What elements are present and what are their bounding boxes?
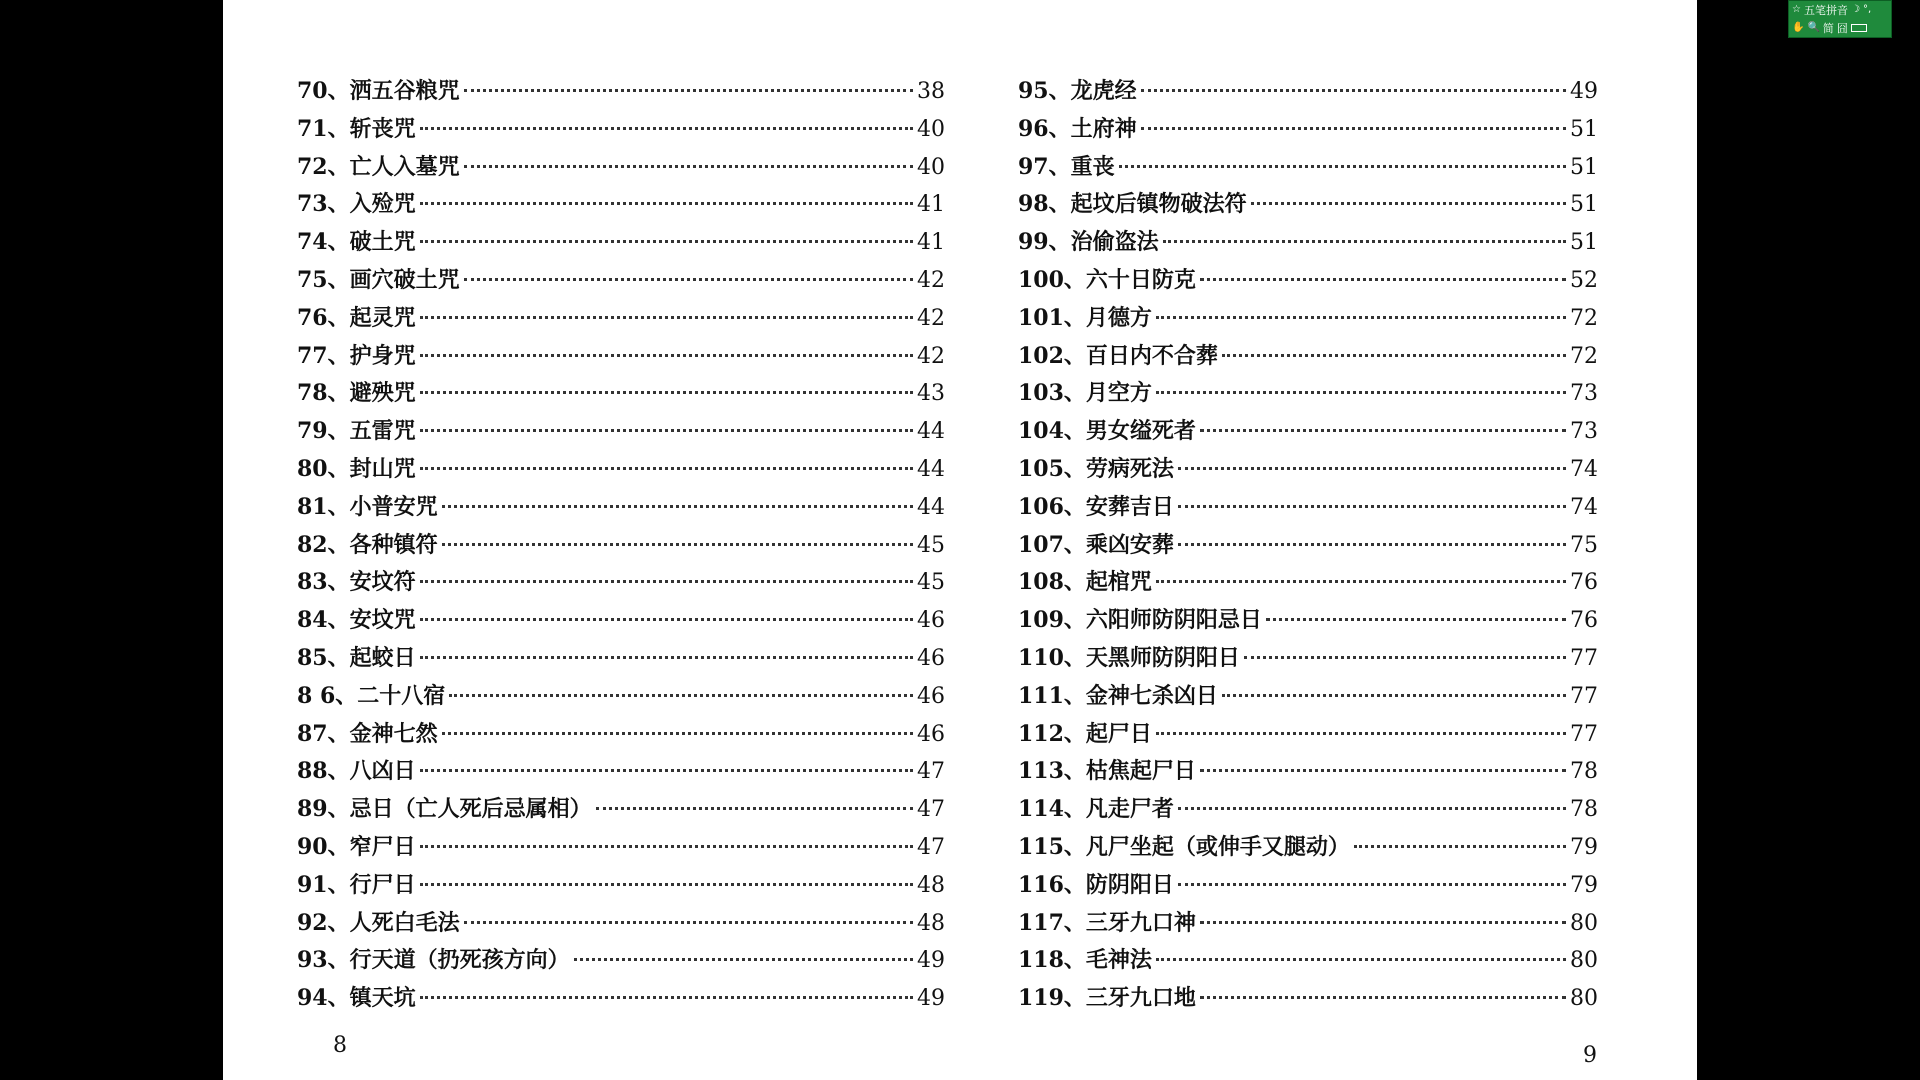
toc-entry bbox=[297, 74, 945, 112]
toc-entry-page: 75 bbox=[1570, 532, 1598, 558]
toc-dot-leader bbox=[442, 505, 913, 508]
toc-entry-title: 72、亡人入墓咒 bbox=[297, 153, 460, 180]
toc-entry bbox=[1018, 339, 1598, 377]
toc-dot-leader bbox=[442, 732, 913, 735]
toc-entry bbox=[1018, 679, 1598, 717]
toc-left-column bbox=[297, 74, 945, 1019]
toc-entry-title: 77、护身咒 bbox=[297, 342, 416, 369]
search-icon[interactable]: 🔍 bbox=[1807, 22, 1820, 33]
toc-entry-title: 70、洒五谷粮咒 bbox=[297, 78, 460, 104]
toc-entry bbox=[1018, 301, 1598, 339]
toc-entry bbox=[297, 906, 945, 944]
toc-entry-page: 72 bbox=[1570, 343, 1598, 369]
toc-entry-title: 101、月德方 bbox=[1018, 304, 1152, 331]
toc-dot-leader bbox=[1163, 240, 1566, 243]
toc-entry-page: 41 bbox=[917, 192, 945, 218]
toc-entry bbox=[1018, 754, 1598, 792]
punctuation-icon[interactable]: °, bbox=[1862, 4, 1872, 15]
toc-dot-leader bbox=[1156, 391, 1566, 394]
toc-entry bbox=[1018, 641, 1598, 679]
toc-entry bbox=[1018, 981, 1598, 1019]
toc-entry bbox=[297, 981, 945, 1019]
toc-entry-page: 78 bbox=[1570, 759, 1598, 785]
toc-dot-leader bbox=[420, 883, 913, 886]
toc-entry-title: 114、凡走尸者 bbox=[1018, 796, 1174, 823]
toc-dot-leader bbox=[420, 580, 913, 583]
toc-entry-page: 51 bbox=[1570, 116, 1598, 142]
toc-entry-page: 49 bbox=[917, 986, 945, 1012]
toc-entry bbox=[297, 679, 945, 717]
ime-mode-label[interactable]: 五笔拼音 bbox=[1803, 4, 1848, 17]
toc-entry bbox=[297, 150, 945, 188]
toc-entry bbox=[297, 225, 945, 263]
toc-entry-title: 94、镇天坑 bbox=[297, 985, 416, 1012]
toc-entry bbox=[1018, 452, 1598, 490]
toc-entry bbox=[297, 301, 945, 339]
toc-dot-leader bbox=[1178, 807, 1566, 810]
toc-entry-title: 104、男女缢死者 bbox=[1018, 418, 1196, 445]
toc-entry-page: 46 bbox=[917, 683, 945, 709]
toc-entry-page: 49 bbox=[1570, 79, 1598, 104]
toc-entry bbox=[1018, 112, 1598, 150]
toc-entry-title: 92、人死白毛法 bbox=[297, 909, 460, 936]
toc-entry-title: 108、起棺咒 bbox=[1018, 569, 1152, 596]
toc-entry bbox=[1018, 225, 1598, 263]
toc-entry-title: 71、斩丧咒 bbox=[297, 115, 416, 142]
toc-dot-leader bbox=[420, 618, 913, 621]
toc-entry-page: 41 bbox=[917, 230, 945, 256]
toc-entry-title: 110、天黑师防阴阳日 bbox=[1018, 644, 1240, 671]
toc-entry-page: 44 bbox=[917, 456, 945, 482]
toc-entry-title: 103、月空方 bbox=[1018, 380, 1152, 407]
fullwidth-toggle[interactable]: 囧 bbox=[1836, 22, 1848, 35]
toc-entry-title: 119、三牙九口地 bbox=[1018, 985, 1196, 1012]
toc-dot-leader bbox=[1222, 354, 1566, 357]
toc-entry bbox=[1018, 603, 1598, 641]
toc-entry-title: 89、忌日（亡人死后忌属相） bbox=[297, 796, 592, 823]
ime-toolbar[interactable] bbox=[1788, 0, 1892, 38]
toc-entry-page: 48 bbox=[917, 910, 945, 936]
toc-entry-title: 79、五雷咒 bbox=[297, 418, 416, 445]
toc-entry bbox=[297, 339, 945, 377]
toc-entry-title: 100、六十日防克 bbox=[1018, 266, 1196, 293]
toc-entry bbox=[297, 263, 945, 301]
toc-dot-leader bbox=[464, 165, 913, 168]
toc-dot-leader bbox=[1200, 921, 1566, 924]
toc-entry-title: 87、金神七然 bbox=[297, 720, 438, 747]
toc-entry-page: 80 bbox=[1570, 910, 1598, 936]
toc-entry-page: 45 bbox=[917, 532, 945, 558]
page-number-left: 8 bbox=[333, 1033, 347, 1058]
toc-entry-title: 93、行天道（扔死孩方向） bbox=[297, 947, 570, 974]
ime-row-bottom bbox=[1789, 19, 1891, 37]
toc-entry-page: 46 bbox=[917, 608, 945, 634]
toc-entry bbox=[1018, 74, 1598, 112]
toc-dot-leader bbox=[420, 769, 913, 772]
toc-entry-page: 46 bbox=[917, 645, 945, 671]
toc-dot-leader bbox=[1178, 505, 1566, 508]
toc-entry-title: 91、行尸日 bbox=[297, 871, 416, 898]
toc-entry-page: 46 bbox=[917, 721, 945, 747]
toc-entry-page: 51 bbox=[1570, 154, 1598, 180]
toc-entry-page: 42 bbox=[917, 305, 945, 331]
toc-entry-page: 42 bbox=[917, 267, 945, 293]
toc-entry-title: 102、百日内不合葬 bbox=[1018, 342, 1218, 369]
toc-dot-leader bbox=[574, 958, 913, 961]
toc-entry-page: 49 bbox=[917, 948, 945, 974]
toc-entry-page: 80 bbox=[1570, 948, 1598, 974]
toc-dot-leader bbox=[1200, 996, 1566, 999]
toc-entry bbox=[297, 754, 945, 792]
toc-dot-leader bbox=[420, 202, 913, 205]
toc-entry-title: 107、乘凶安葬 bbox=[1018, 531, 1174, 558]
toc-entry-title: 111、金神七杀凶日 bbox=[1018, 682, 1218, 709]
toc-entry-page: 78 bbox=[1570, 797, 1598, 823]
toc-dot-leader bbox=[442, 543, 913, 546]
toc-entry-page: 38 bbox=[917, 79, 945, 104]
toc-entry bbox=[297, 868, 945, 906]
toc-entry-title: 73、入殓咒 bbox=[297, 191, 416, 218]
toc-dot-leader bbox=[420, 316, 913, 319]
toc-entry-page: 47 bbox=[917, 834, 945, 860]
toc-entry bbox=[297, 528, 945, 566]
toc-entry-title: 78、避殃咒 bbox=[297, 380, 416, 407]
page-spread bbox=[223, 0, 1697, 1080]
toc-dot-leader bbox=[1156, 732, 1566, 735]
toc-dot-leader bbox=[1244, 656, 1566, 659]
toc-entry bbox=[1018, 830, 1598, 868]
toc-dot-leader bbox=[1200, 278, 1566, 281]
toc-right-column bbox=[1018, 74, 1598, 1019]
simplified-toggle[interactable]: 简 bbox=[1822, 22, 1834, 35]
toc-dot-leader bbox=[1251, 202, 1566, 205]
keyboard-icon[interactable] bbox=[1851, 24, 1867, 32]
toc-dot-leader bbox=[1200, 769, 1566, 772]
toc-entry-title: 115、凡尸坐起（或伸手又腿动） bbox=[1018, 833, 1350, 860]
toc-entry bbox=[297, 717, 945, 755]
toc-entry-title: 96、土府神 bbox=[1018, 115, 1137, 142]
toc-entry-title: 112、起尸日 bbox=[1018, 720, 1152, 747]
toc-entry-page: 74 bbox=[1570, 494, 1598, 520]
toc-entry bbox=[297, 565, 945, 603]
hand-icon[interactable]: ✋ bbox=[1792, 22, 1805, 33]
toc-entry-title: 109、六阳师防阴阳忌日 bbox=[1018, 607, 1262, 634]
toc-dot-leader bbox=[420, 127, 913, 130]
ime-logo-icon[interactable]: ☆ bbox=[1792, 4, 1801, 15]
toc-entry-page: 77 bbox=[1570, 645, 1598, 671]
toc-entry-title: 84、安坟咒 bbox=[297, 607, 416, 634]
toc-dot-leader bbox=[1222, 694, 1566, 697]
toc-entry bbox=[297, 830, 945, 868]
toc-entry-page: 51 bbox=[1570, 192, 1598, 218]
toc-entry bbox=[297, 452, 945, 490]
toc-dot-leader bbox=[596, 807, 913, 810]
toc-dot-leader bbox=[420, 391, 913, 394]
toc-entry-page: 40 bbox=[917, 154, 945, 180]
toc-dot-leader bbox=[420, 429, 913, 432]
toc-entry bbox=[1018, 906, 1598, 944]
toc-entry-page: 74 bbox=[1570, 456, 1598, 482]
toc-entry bbox=[1018, 717, 1598, 755]
toc-entry-title: 80、封山咒 bbox=[297, 455, 416, 482]
toc-dot-leader bbox=[449, 694, 913, 697]
toc-dot-leader bbox=[1119, 165, 1566, 168]
toc-entry bbox=[1018, 150, 1598, 188]
toc-dot-leader bbox=[464, 278, 913, 281]
toc-entry bbox=[1018, 490, 1598, 528]
toc-dot-leader bbox=[420, 656, 913, 659]
toc-entry-title: 82、各种镇符 bbox=[297, 531, 438, 558]
toc-entry-page: 79 bbox=[1570, 834, 1598, 860]
toc-dot-leader bbox=[1156, 958, 1566, 961]
toc-entry-title: 75、画穴破土咒 bbox=[297, 266, 460, 293]
toc-entry-page: 51 bbox=[1570, 230, 1598, 256]
toc-dot-leader bbox=[1156, 580, 1566, 583]
toc-entry-title: 116、防阴阳日 bbox=[1018, 871, 1174, 898]
toc-entry-title: 76、起灵咒 bbox=[297, 304, 416, 331]
toc-dot-leader bbox=[1178, 883, 1566, 886]
toc-dot-leader bbox=[464, 921, 913, 924]
toc-entry-title: 113、枯焦起尸日 bbox=[1018, 758, 1196, 785]
toc-entry-title: 95、龙虎经 bbox=[1018, 78, 1137, 104]
toc-entry-title: 106、安葬吉日 bbox=[1018, 493, 1174, 520]
toc-entry-page: 79 bbox=[1570, 872, 1598, 898]
toc-dot-leader bbox=[420, 467, 913, 470]
toc-dot-leader bbox=[420, 240, 913, 243]
toc-entry-title: 97、重丧 bbox=[1018, 153, 1115, 180]
toc-entry-page: 52 bbox=[1570, 267, 1598, 293]
toc-entry-page: 77 bbox=[1570, 721, 1598, 747]
toc-entry-title: 74、破土咒 bbox=[297, 229, 416, 256]
toc-entry bbox=[297, 943, 945, 981]
toc-entry-title: 88、八凶日 bbox=[297, 758, 416, 785]
toc-entry bbox=[1018, 943, 1598, 981]
toc-entry bbox=[1018, 187, 1598, 225]
toc-entry bbox=[297, 187, 945, 225]
toc-dot-leader bbox=[420, 996, 913, 999]
toc-entry-title: 118、毛神法 bbox=[1018, 947, 1152, 974]
toc-entry bbox=[1018, 792, 1598, 830]
toc-entry-page: 48 bbox=[917, 872, 945, 898]
toc-entry-title: 90、窄尸日 bbox=[297, 833, 416, 860]
toc-dot-leader bbox=[1178, 543, 1566, 546]
toc-dot-leader bbox=[420, 845, 913, 848]
toc-entry-page: 77 bbox=[1570, 683, 1598, 709]
toc-entry bbox=[1018, 868, 1598, 906]
toc-entry bbox=[297, 112, 945, 150]
toc-entry-page: 43 bbox=[917, 381, 945, 407]
toc-entry bbox=[1018, 565, 1598, 603]
toc-entry-title: 8 6、二十八宿 bbox=[297, 682, 446, 709]
toc-dot-leader bbox=[1141, 89, 1566, 92]
toc-entry-page: 73 bbox=[1570, 381, 1598, 407]
toc-entry-page: 47 bbox=[917, 759, 945, 785]
toc-dot-leader bbox=[420, 354, 913, 357]
moon-icon[interactable]: ☽ bbox=[1850, 4, 1860, 15]
toc-dot-leader bbox=[1200, 429, 1566, 432]
toc-dot-leader bbox=[1156, 316, 1566, 319]
toc-entry-title: 105、劳病死法 bbox=[1018, 455, 1174, 482]
toc-entry bbox=[297, 376, 945, 414]
toc-entry-title: 81、小普安咒 bbox=[297, 493, 438, 520]
toc-entry-page: 73 bbox=[1570, 419, 1598, 445]
toc-entry bbox=[1018, 414, 1598, 452]
ime-row-top bbox=[1789, 1, 1891, 19]
toc-entry-page: 44 bbox=[917, 494, 945, 520]
toc-entry-title: 98、起坟后镇物破法符 bbox=[1018, 191, 1247, 218]
toc-entry-page: 40 bbox=[917, 116, 945, 142]
toc-entry-page: 45 bbox=[917, 570, 945, 596]
toc-entry-page: 42 bbox=[917, 343, 945, 369]
toc-entry-page: 80 bbox=[1570, 986, 1598, 1012]
page-number-right: 9 bbox=[1583, 1043, 1597, 1068]
toc-entry bbox=[1018, 263, 1598, 301]
toc-dot-leader bbox=[1141, 127, 1566, 130]
toc-entry bbox=[297, 490, 945, 528]
toc-entry bbox=[297, 603, 945, 641]
toc-entry bbox=[297, 414, 945, 452]
toc-dot-leader bbox=[1354, 845, 1566, 848]
toc-entry bbox=[297, 792, 945, 830]
toc-entry-page: 76 bbox=[1570, 608, 1598, 634]
toc-entry-page: 76 bbox=[1570, 570, 1598, 596]
toc-entry-page: 72 bbox=[1570, 305, 1598, 331]
toc-entry-title: 83、安坟符 bbox=[297, 569, 416, 596]
toc-dot-leader bbox=[464, 89, 913, 92]
toc-entry-page: 44 bbox=[917, 419, 945, 445]
toc-entry-title: 85、起蛟日 bbox=[297, 644, 416, 671]
toc-dot-leader bbox=[1266, 618, 1566, 621]
toc-entry-page: 47 bbox=[917, 797, 945, 823]
toc-entry bbox=[1018, 376, 1598, 414]
toc-entry bbox=[297, 641, 945, 679]
toc-entry-title: 99、治偷盗法 bbox=[1018, 229, 1159, 256]
toc-entry bbox=[1018, 528, 1598, 566]
toc-dot-leader bbox=[1178, 467, 1566, 470]
toc-entry-title: 117、三牙九口神 bbox=[1018, 909, 1196, 936]
